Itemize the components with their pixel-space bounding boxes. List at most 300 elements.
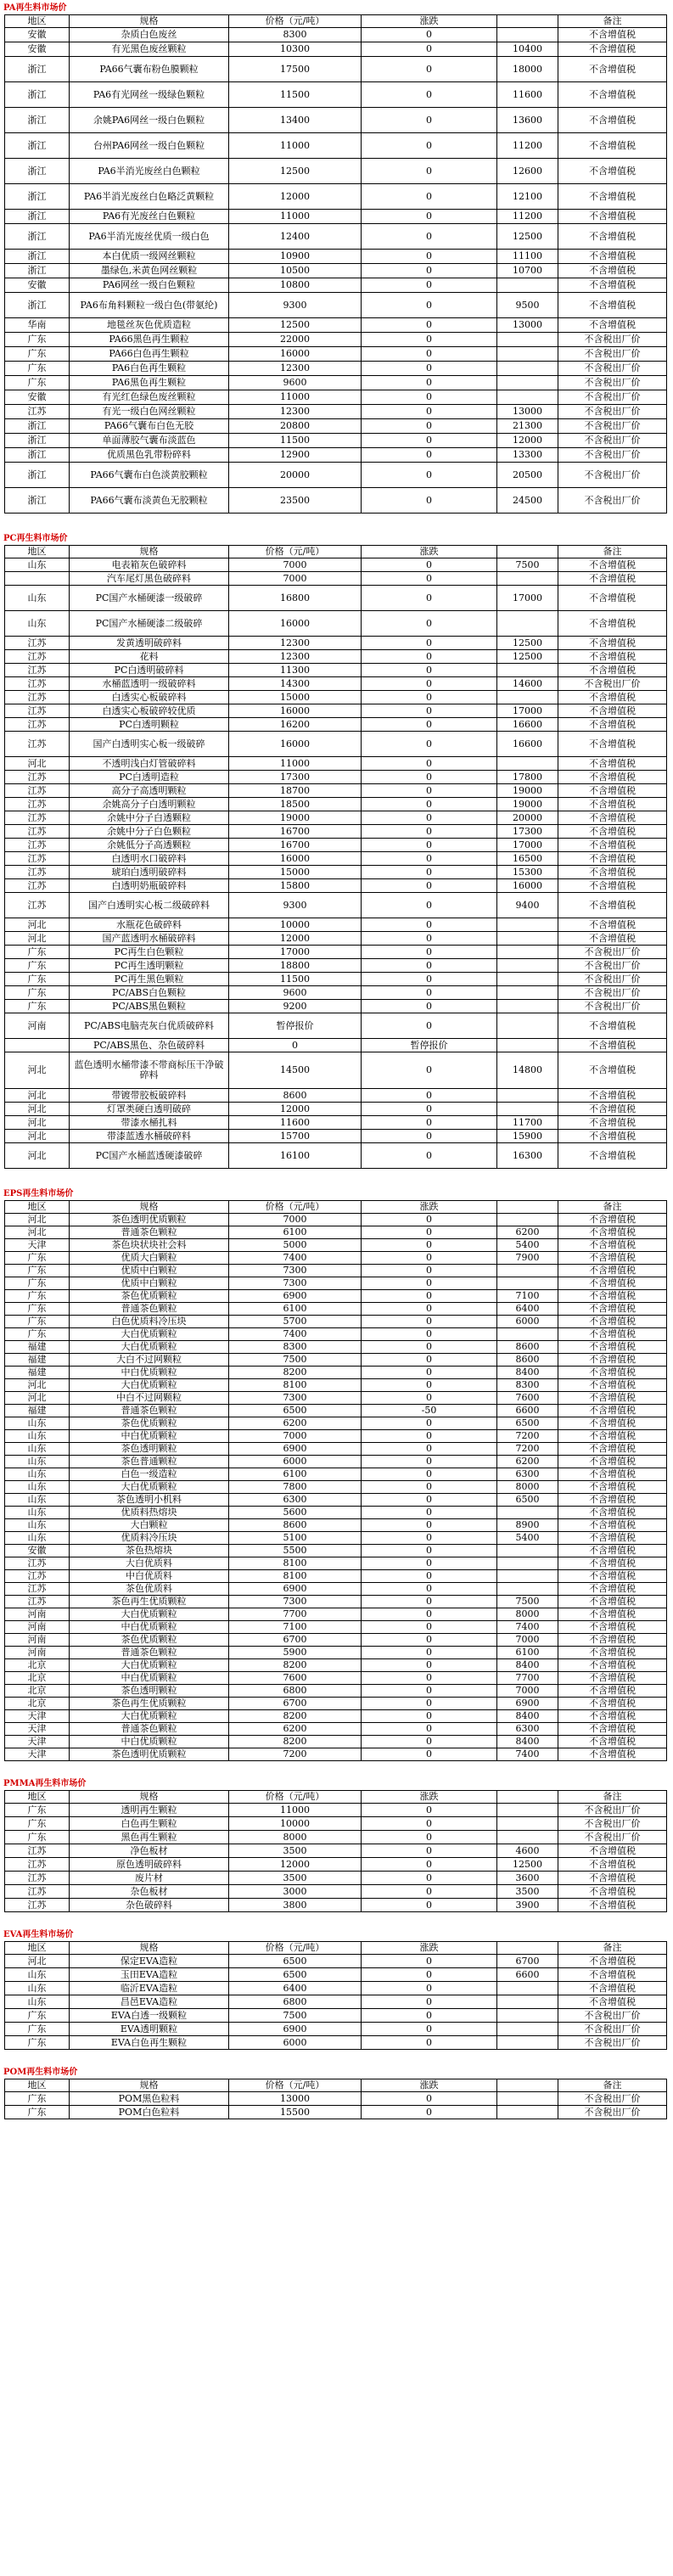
table-cell: 6000: [497, 1316, 558, 1328]
table-cell: 10000: [229, 918, 362, 932]
table-cell: 7800: [229, 1481, 362, 1494]
table-row: [5, 1748, 667, 1761]
table-row: [5, 2023, 667, 2036]
table-cell: 茶色优质颗粒: [70, 1290, 229, 1303]
price-table: [4, 1790, 667, 1912]
table-cell: [497, 932, 558, 946]
table-cell: 11000: [229, 210, 362, 224]
table-cell: [497, 1039, 558, 1052]
table-cell: 不含税出厂价: [558, 946, 667, 959]
table-cell: 0: [362, 1995, 497, 2009]
price-table: [4, 545, 667, 1169]
table-cell: 汽车尾灯黑色破碎料: [70, 572, 229, 586]
table-cell: 0: [362, 1899, 497, 1912]
table-row: [5, 2106, 667, 2119]
table-cell: 6900: [229, 2023, 362, 2036]
table-row: [5, 1417, 667, 1430]
table-cell: PA66气囊布白色无胶: [70, 419, 229, 434]
table-cell: 11200: [497, 133, 558, 159]
table-cell: 13300: [497, 448, 558, 463]
price-section: [0, 2, 673, 514]
table-cell: 15700: [229, 1130, 362, 1143]
table-cell: [497, 1982, 558, 1995]
table-cell: PA66气囊布淡黄色无胶颗粒: [70, 488, 229, 514]
table-row: [5, 1647, 667, 1659]
table-cell: 江苏: [5, 879, 70, 893]
table-cell: 12500: [497, 224, 558, 250]
table-cell: 不含增值税: [558, 1417, 667, 1430]
table-cell: 11000: [229, 133, 362, 159]
table-cell: 不含税出厂价: [558, 986, 667, 1000]
table-cell: 0: [362, 1519, 497, 1532]
table-row: [5, 1982, 667, 1995]
column-header: 涨跌: [362, 15, 497, 28]
table-cell: 不含增值税: [558, 1494, 667, 1507]
table-cell: 不含税出厂价: [558, 2092, 667, 2106]
table-cell: [497, 918, 558, 932]
table-cell: POM黑色粒料: [70, 2092, 229, 2106]
table-cell: 不含增值税: [558, 1116, 667, 1130]
table-cell: 透明再生颗粒: [70, 1804, 229, 1817]
table-cell: 不含税出厂价: [558, 677, 667, 691]
table-cell: 6700: [229, 1698, 362, 1710]
table-cell: 安徽: [5, 28, 70, 42]
table-cell: 11000: [229, 1804, 362, 1817]
table-cell: 12000: [229, 1858, 362, 1872]
table-cell: 6300: [229, 1494, 362, 1507]
table-cell: 高分子高透明颗粒: [70, 784, 229, 798]
section-title: PMMA再生料市场价: [3, 1779, 87, 1788]
price-section: [0, 532, 673, 1169]
table-cell: 0: [362, 1226, 497, 1239]
table-cell: 8400: [497, 1659, 558, 1672]
table-row: [5, 2092, 667, 2106]
table-cell: 国产白透明实心板二级破碎料: [70, 893, 229, 918]
table-cell: 不含税出厂价: [558, 2036, 667, 2050]
table-row: [5, 1858, 667, 1872]
table-cell: 不含增值税: [558, 224, 667, 250]
table-cell: 16000: [229, 347, 362, 362]
table-row: [5, 434, 667, 448]
table-cell: 江苏: [5, 637, 70, 650]
table-row: [5, 1885, 667, 1899]
table-cell: 不含税出厂价: [558, 390, 667, 405]
table-row: [5, 558, 667, 572]
table-row: [5, 611, 667, 637]
table-cell: 大白优质颗粒: [70, 1659, 229, 1672]
table-cell: 华南: [5, 318, 70, 333]
table-cell: 6900: [229, 1583, 362, 1596]
table-cell: 7200: [497, 1430, 558, 1443]
table-cell: [497, 1265, 558, 1277]
table-cell: 不含增值税: [558, 1519, 667, 1532]
table-row: [5, 1621, 667, 1634]
table-cell: 江苏: [5, 718, 70, 732]
table-cell: 11600: [497, 82, 558, 108]
table-cell: 10300: [229, 42, 362, 57]
price-table: [4, 2079, 667, 2119]
table-cell: 灯罩类硬白透明破碎: [70, 1103, 229, 1116]
table-cell: 9300: [229, 893, 362, 918]
table-cell: 17300: [229, 771, 362, 784]
column-header: [497, 15, 558, 28]
table-cell: 0: [362, 771, 497, 784]
table-cell: 不含增值税: [558, 1982, 667, 1995]
table-cell: 0: [362, 1130, 497, 1143]
table-row: [5, 1710, 667, 1723]
table-cell: 山东: [5, 1468, 70, 1481]
table-cell: 0: [362, 250, 497, 264]
table-cell: 原色透明破碎料: [70, 1858, 229, 1872]
table-cell: 不含增值税: [558, 1443, 667, 1456]
table-row: [5, 488, 667, 514]
table-cell: 不含增值税: [558, 159, 667, 184]
table-cell: 0: [362, 2036, 497, 2050]
table-cell: PA6半消光废丝白色颗粒: [70, 159, 229, 184]
table-cell: 不含增值税: [558, 718, 667, 732]
table-cell: 普通茶色颗粒: [70, 1647, 229, 1659]
table-cell: 不含税出厂价: [558, 347, 667, 362]
table-cell: 12000: [229, 932, 362, 946]
table-cell: 江苏: [5, 1872, 70, 1885]
table-cell: 0: [362, 1557, 497, 1570]
table-row: [5, 1039, 667, 1052]
table-cell: 6000: [229, 2036, 362, 2050]
table-cell: 0: [362, 1328, 497, 1341]
table-cell: 河北: [5, 1143, 70, 1169]
table-cell: 江苏: [5, 691, 70, 704]
table-cell: 0: [362, 2106, 497, 2119]
table-cell: 不含增值税: [558, 1545, 667, 1557]
table-cell: 河南: [5, 1013, 70, 1039]
table-row: [5, 1494, 667, 1507]
table-cell: 河北: [5, 1116, 70, 1130]
table-cell: 12300: [229, 637, 362, 650]
table-cell: 优质中白颗粒: [70, 1265, 229, 1277]
table-header-row: [5, 1791, 667, 1804]
table-cell: 0: [362, 1494, 497, 1507]
table-cell: 6500: [229, 1405, 362, 1417]
table-row: [5, 1143, 667, 1169]
table-cell: 茶色再生优质颗粒: [70, 1698, 229, 1710]
table-cell: 5600: [229, 1507, 362, 1519]
table-cell: 16800: [229, 586, 362, 611]
table-cell: 0: [362, 1468, 497, 1481]
column-header: 规格: [70, 15, 229, 28]
table-cell: 不含增值税: [558, 1481, 667, 1494]
table-cell: 0: [362, 1698, 497, 1710]
table-cell: 0: [362, 1013, 497, 1039]
table-cell: 0: [362, 784, 497, 798]
table-cell: 24500: [497, 488, 558, 514]
table-cell: 17800: [497, 771, 558, 784]
table-cell: 不透明浅白灯管破碎料: [70, 757, 229, 771]
table-cell: 6800: [229, 1995, 362, 2009]
table-cell: 6200: [497, 1226, 558, 1239]
table-cell: 浙江: [5, 264, 70, 278]
table-cell: 不含增值税: [558, 852, 667, 866]
table-cell: 江苏: [5, 1557, 70, 1570]
table-cell: 不含增值税: [558, 1265, 667, 1277]
table-cell: 广东: [5, 362, 70, 376]
table-cell: 7500: [497, 1596, 558, 1608]
table-row: [5, 1303, 667, 1316]
table-cell: 不含增值税: [558, 1955, 667, 1968]
table-cell: [497, 959, 558, 973]
table-cell: 17000: [497, 704, 558, 718]
table-cell: 不含增值税: [558, 825, 667, 839]
table-cell: 0: [362, 1443, 497, 1456]
table-row: [5, 293, 667, 318]
table-cell: 不含增值税: [558, 1392, 667, 1405]
table-cell: PC/ABS黑色颗粒: [70, 1000, 229, 1013]
table-cell: 不含增值税: [558, 811, 667, 825]
table-cell: 0: [362, 1430, 497, 1443]
table-cell: 17000: [229, 946, 362, 959]
table-cell: 12500: [497, 1858, 558, 1872]
table-cell: 3500: [229, 1872, 362, 1885]
table-cell: 普通茶色颗粒: [70, 1723, 229, 1736]
table-cell: 0: [362, 839, 497, 852]
table-cell: 15900: [497, 1130, 558, 1143]
table-cell: 大白优质颗粒: [70, 1481, 229, 1494]
table-cell: 7700: [229, 1608, 362, 1621]
column-header: 备注: [558, 1942, 667, 1955]
table-row: [5, 184, 667, 210]
table-cell: 0: [362, 1621, 497, 1634]
table-cell: 8200: [229, 1710, 362, 1723]
table-cell: 大白优质颗粒: [70, 1608, 229, 1621]
table-cell: PA6有光废丝白色颗粒: [70, 210, 229, 224]
table-cell: 大白优质颗粒: [70, 1710, 229, 1723]
table-cell: 6000: [229, 1456, 362, 1468]
table-cell: 不含增值税: [558, 1430, 667, 1443]
table-cell: 浙江: [5, 293, 70, 318]
table-cell: [497, 1507, 558, 1519]
table-cell: 11500: [229, 973, 362, 986]
table-cell: PA6网丝一级白色颗粒: [70, 278, 229, 293]
table-cell: 山东: [5, 611, 70, 637]
table-cell: [497, 1545, 558, 1557]
table-row: [5, 1052, 667, 1089]
table-cell: 安徽: [5, 278, 70, 293]
table-row: [5, 159, 667, 184]
table-cell: 浙江: [5, 463, 70, 488]
table-cell: 江苏: [5, 1583, 70, 1596]
table-cell: [497, 1817, 558, 1831]
table-row: [5, 1596, 667, 1608]
table-cell: 8200: [229, 1736, 362, 1748]
column-header: 价格（元/吨）: [229, 546, 362, 558]
table-cell: 福建: [5, 1354, 70, 1367]
table-row: [5, 1379, 667, 1392]
column-header: [497, 546, 558, 558]
table-cell: 0: [362, 932, 497, 946]
table-cell: 0: [362, 1710, 497, 1723]
table-cell: 广东: [5, 2023, 70, 2036]
table-cell: 不含增值税: [558, 732, 667, 757]
table-cell: 河北: [5, 757, 70, 771]
table-cell: 中白优质颗粒: [70, 1621, 229, 1634]
section-title: POM再生料市场价: [3, 2068, 78, 2077]
table-cell: 14500: [229, 1052, 362, 1089]
table-cell: 带镀带胶板破碎料: [70, 1089, 229, 1103]
table-cell: 8100: [229, 1570, 362, 1583]
table-cell: 浙江: [5, 57, 70, 82]
table-cell: 不含增值税: [558, 318, 667, 333]
table-cell: 16000: [229, 704, 362, 718]
table-cell: 江苏: [5, 1899, 70, 1912]
table-cell: 0: [362, 347, 497, 362]
table-cell: 0: [362, 133, 497, 159]
table-cell: 山东: [5, 1995, 70, 2009]
table-cell: 天津: [5, 1239, 70, 1252]
table-row: [5, 1831, 667, 1844]
table-cell: 7400: [497, 1621, 558, 1634]
table-header-row: [5, 15, 667, 28]
table-cell: 8000: [497, 1608, 558, 1621]
table-cell: 8400: [497, 1710, 558, 1723]
table-cell: 不含增值税: [558, 278, 667, 293]
column-header: 价格（元/吨）: [229, 1201, 362, 1214]
table-cell: 16600: [497, 732, 558, 757]
table-row: [5, 1844, 667, 1858]
table-cell: 0: [362, 405, 497, 419]
table-cell: 0: [362, 1316, 497, 1328]
table-cell: 0: [362, 463, 497, 488]
table-cell: 0: [362, 488, 497, 514]
table-cell: 17300: [497, 825, 558, 839]
table-cell: 7700: [497, 1672, 558, 1685]
table-cell: 7000: [229, 1430, 362, 1443]
table-cell: 有光黑色废丝颗粒: [70, 42, 229, 57]
table-cell: 白透明奶瓶破碎料: [70, 879, 229, 893]
column-header: 地区: [5, 1201, 70, 1214]
table-row: [5, 973, 667, 986]
table-cell: 0: [362, 1968, 497, 1982]
table-cell: [497, 1277, 558, 1290]
table-cell: 12500: [497, 637, 558, 650]
table-cell: 不含增值税: [558, 1698, 667, 1710]
table-cell: 广东: [5, 1328, 70, 1341]
table-cell: 0: [362, 2023, 497, 2036]
table-cell: 带漆水桶扎料: [70, 1116, 229, 1130]
table-cell: [497, 2009, 558, 2023]
table-cell: 11500: [229, 434, 362, 448]
table-cell: 浙江: [5, 488, 70, 514]
table-cell: 江苏: [5, 866, 70, 879]
table-row: [5, 1354, 667, 1367]
table-cell: 16600: [497, 718, 558, 732]
table-cell: 不含增值税: [558, 704, 667, 718]
table-cell: 不含增值税: [558, 586, 667, 611]
table-cell: 0: [362, 1290, 497, 1303]
table-row: [5, 893, 667, 918]
table-row: [5, 946, 667, 959]
table-cell: 河南: [5, 1647, 70, 1659]
table-cell: 7000: [229, 558, 362, 572]
table-cell: 浙江: [5, 250, 70, 264]
table-cell: 0: [362, 1277, 497, 1290]
table-cell: 19000: [229, 811, 362, 825]
column-header: 价格（元/吨）: [229, 15, 362, 28]
table-cell: 不含税出厂价: [558, 1000, 667, 1013]
table-cell: 杂质白色废丝: [70, 28, 229, 42]
table-row: [5, 278, 667, 293]
table-cell: 7600: [229, 1672, 362, 1685]
table-row: [5, 677, 667, 691]
table-cell: [497, 347, 558, 362]
table-cell: PC/ABS电脑壳灰白优质破碎料: [70, 1013, 229, 1039]
table-row: [5, 108, 667, 133]
table-cell: 0: [362, 1885, 497, 1899]
table-cell: 10400: [497, 42, 558, 57]
section-title: PC再生料市场价: [3, 534, 68, 543]
table-row: [5, 879, 667, 893]
table-cell: 0: [362, 1143, 497, 1169]
table-cell: 0: [362, 1417, 497, 1430]
table-cell: 琥珀白透明破碎料: [70, 866, 229, 879]
table-cell: 不含增值税: [558, 784, 667, 798]
table-cell: 山东: [5, 1456, 70, 1468]
table-row: [5, 264, 667, 278]
column-header: 涨跌: [362, 1942, 497, 1955]
table-cell: 普通茶色颗粒: [70, 1303, 229, 1316]
column-header: 备注: [558, 546, 667, 558]
table-cell: 0: [362, 159, 497, 184]
table-cell: 16700: [229, 839, 362, 852]
table-cell: [497, 757, 558, 771]
table-cell: 发黄透明破碎料: [70, 637, 229, 650]
table-cell: 广东: [5, 2106, 70, 2119]
table-cell: 优质中白颗粒: [70, 1277, 229, 1290]
table-cell: 电表箱灰色破碎料: [70, 558, 229, 572]
table-cell: 10000: [229, 1817, 362, 1831]
table-cell: 0: [362, 1116, 497, 1130]
table-row: [5, 1685, 667, 1698]
table-row: [5, 1481, 667, 1494]
table-cell: 10700: [497, 264, 558, 278]
column-header: 地区: [5, 546, 70, 558]
table-cell: 广东: [5, 2092, 70, 2106]
table-cell: 山东: [5, 1968, 70, 1982]
table-cell: 6500: [497, 1494, 558, 1507]
table-cell: 不含税出厂价: [558, 973, 667, 986]
table-cell: 6500: [229, 1968, 362, 1982]
table-cell: 14600: [497, 677, 558, 691]
table-cell: 不含增值税: [558, 1316, 667, 1328]
table-cell: 0: [362, 1736, 497, 1748]
table-cell: 8400: [497, 1367, 558, 1379]
table-cell: [497, 1583, 558, 1596]
table-cell: 6800: [229, 1685, 362, 1698]
table-cell: 广东: [5, 1303, 70, 1316]
table-row: [5, 376, 667, 390]
table-cell: 广东: [5, 1804, 70, 1817]
table-cell: 18800: [229, 959, 362, 973]
table-row: [5, 1519, 667, 1532]
table-cell: 茶色透明颗粒: [70, 1443, 229, 1456]
table-cell: [497, 611, 558, 637]
table-cell: 不含增值税: [558, 932, 667, 946]
table-cell: PA66气囊布粉色膜颗粒: [70, 57, 229, 82]
table-cell: 净色板材: [70, 1844, 229, 1858]
table-cell: [5, 572, 70, 586]
table-cell: 白色再生颗粒: [70, 1817, 229, 1831]
table-cell: 0: [362, 1608, 497, 1621]
table-cell: 6300: [497, 1723, 558, 1736]
table-cell: 16000: [229, 732, 362, 757]
